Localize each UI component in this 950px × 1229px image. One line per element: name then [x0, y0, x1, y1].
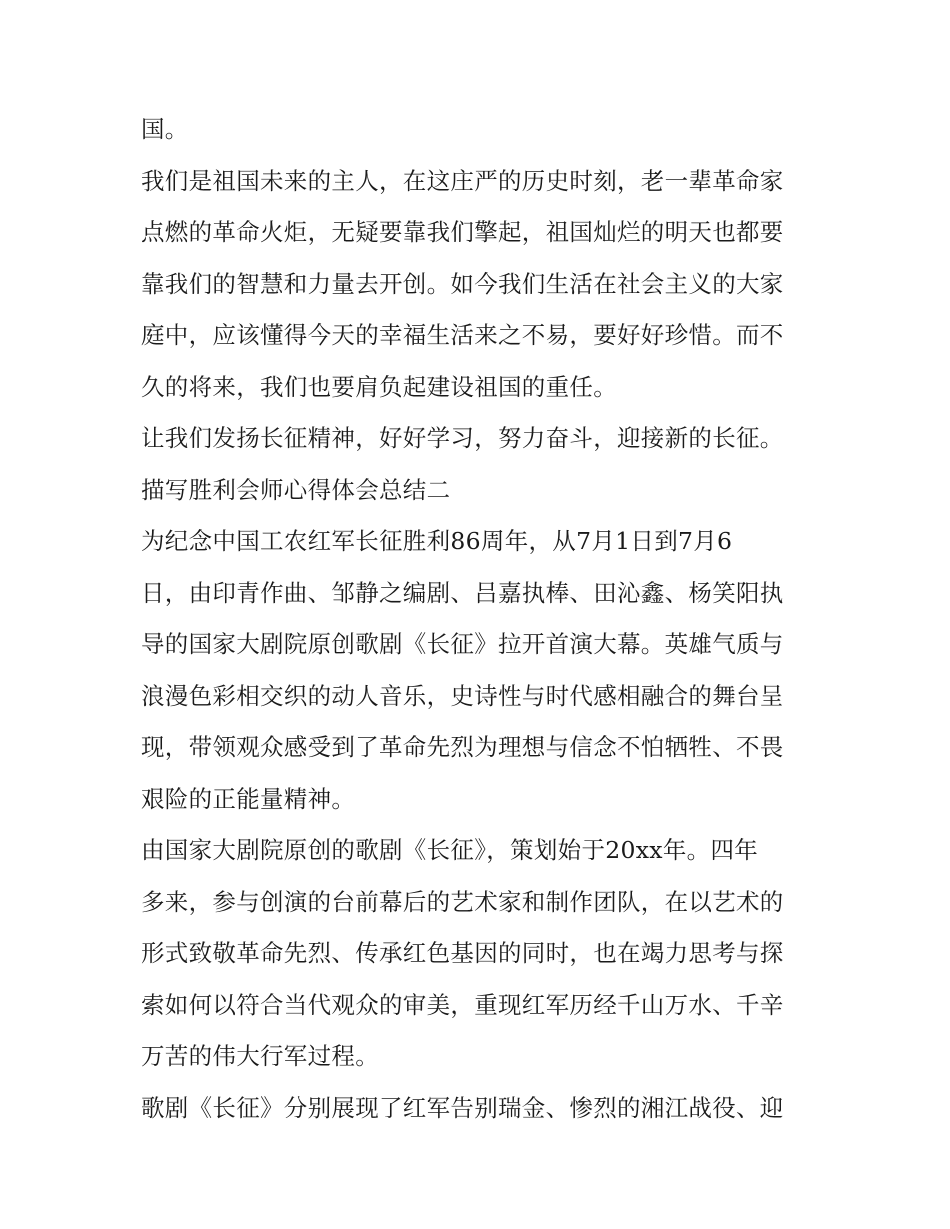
- text-line: 形式致敬革命先烈、传承红色基因的同时，也在竭力思考与探: [141, 939, 784, 967]
- text-line: 由国家大剧院原创的歌剧《长征》，策划始于20xx年。四年: [141, 836, 759, 864]
- text-line: 多来，参与创演的台前幕后的艺术家和制作团队，在以艺术的: [141, 887, 784, 916]
- text-line: 国。: [141, 115, 189, 143]
- text-line: 我们是祖国未来的主人，在这庄严的历史时刻，老一辈革命家: [141, 166, 784, 195]
- text-line: 庭中，应该懂得今天的幸福生活来之不易，要好好珍惜。而不: [141, 321, 784, 349]
- text-line: 为纪念中国工农红军长征胜利86周年，从7月1日到7月6: [141, 527, 733, 555]
- text-line: 索如何以符合当代观众的审美，重现红军历经千山万水、千辛: [141, 990, 784, 1019]
- section-heading: 描写胜利会师心得体会总结二: [141, 475, 451, 504]
- text-line: 点燃的革命火炬，无疑要靠我们擎起，祖国灿烂的明天也都要: [141, 218, 784, 246]
- text-line: 日，由印青作曲、邹静之编剧、吕嘉执棒、田沁鑫、杨笑阳执: [141, 578, 784, 607]
- text-line: 现，带领观众感受到了革命先烈为理想与信念不怕牺牲、不畏: [141, 733, 784, 761]
- text-line: 歌剧《长征》分别展现了红军告别瑞金、惨烈的湘江战役、迎: [141, 1093, 784, 1122]
- text-line: 让我们发扬长征精神，好好学习，努力奋斗，迎接新的长征。: [141, 424, 784, 452]
- text-line: 万苦的伟大行军过程。: [141, 1042, 379, 1070]
- text-line: 久的将来，我们也要肩负起建设祖国的重任。: [141, 372, 617, 401]
- text-line: 浪漫色彩相交织的动人音乐，史诗性与时代感相融合的舞台呈: [141, 681, 784, 710]
- text-line: 导的国家大剧院原创歌剧《长征》拉开首演大幕。英雄气质与: [141, 630, 784, 658]
- document-body: [141, 104, 821, 1134]
- text-line: 艰险的正能量精神。: [141, 784, 356, 813]
- text-line: 靠我们的智慧和力量去开创。如今我们生活在社会主义的大家: [141, 269, 784, 298]
